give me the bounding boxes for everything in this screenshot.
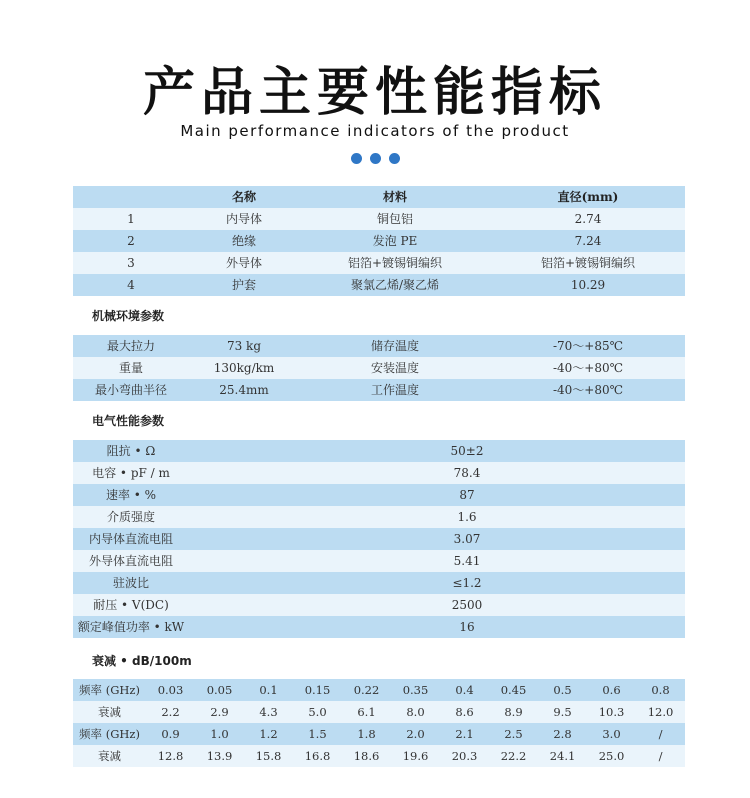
table-row xyxy=(73,208,685,230)
table-row xyxy=(73,745,685,767)
table-cell: 衰减 xyxy=(98,705,121,719)
table-cell: 20.3 xyxy=(451,749,478,763)
table-cell: 聚氯乙烯/聚乙烯 xyxy=(350,278,440,292)
table-cell: / xyxy=(658,749,663,763)
table-cell: 内导体 xyxy=(225,212,262,226)
table-cell: 绝缘 xyxy=(231,234,256,248)
table-row xyxy=(73,274,685,296)
table-cell: 额定峰值功率 • kW xyxy=(77,620,185,634)
table-cell: 工作温度 xyxy=(370,383,419,397)
table-cell: 2500 xyxy=(451,598,483,612)
table-cell: 0.22 xyxy=(353,683,380,697)
table-cell: 驻波比 xyxy=(112,576,149,590)
table-cell: 4 xyxy=(127,278,135,292)
table-cell: 发泡 PE xyxy=(372,234,418,248)
table-cell: 1.8 xyxy=(357,727,376,741)
table-cell: 最大拉力 xyxy=(106,339,155,353)
table-cell: 0.45 xyxy=(500,683,527,697)
table-cell: 铝箔+镀锡铜编织 xyxy=(540,256,636,270)
table-cell: 2.0 xyxy=(406,727,425,741)
table-cell: 10.3 xyxy=(598,705,625,719)
table-cell: 3.07 xyxy=(453,532,481,546)
table-cell: 1.2 xyxy=(259,727,278,741)
table-cell: 2.1 xyxy=(455,727,474,741)
table-cell: 2.74 xyxy=(574,212,602,226)
table-cell: 最小弯曲半径 xyxy=(94,383,167,397)
table-row xyxy=(73,484,685,506)
table-cell: 9.5 xyxy=(553,705,572,719)
table-cell: 铜包铝 xyxy=(376,212,413,226)
table-cell: 13.9 xyxy=(206,749,233,763)
table-cell: 阻抗 • Ω xyxy=(106,444,156,458)
table-row xyxy=(73,440,685,462)
table-cell: 10.29 xyxy=(570,278,606,292)
table-cell: 5.0 xyxy=(308,705,327,719)
table-cell: 78.4 xyxy=(453,466,481,480)
header-cell xyxy=(73,186,189,208)
table-cell: 18.6 xyxy=(353,749,380,763)
table-cell: 12.0 xyxy=(647,705,674,719)
dot-icon xyxy=(370,153,381,164)
table-cell: 73 kg xyxy=(226,339,262,353)
table-cell: 16.8 xyxy=(304,749,331,763)
table-cell: 外导体直流电阻 xyxy=(88,554,173,568)
page-title: 产品主要性能指标 xyxy=(142,63,607,123)
dot-icon xyxy=(351,153,362,164)
table-cell: 5.41 xyxy=(453,554,481,568)
table-cell: 3 xyxy=(127,256,135,270)
table-cell: 0.4 xyxy=(455,683,474,697)
table-cell: 87 xyxy=(459,488,475,502)
section-title-attenuation: 衰减 • dB/100m xyxy=(92,654,192,668)
table-row xyxy=(73,594,685,616)
table-cell: 25.0 xyxy=(598,749,625,763)
table-cell: 安装温度 xyxy=(370,361,419,375)
table-row xyxy=(73,572,685,594)
table-cell: 0.6 xyxy=(602,683,621,697)
table-row xyxy=(73,252,685,274)
table-cell: 1.5 xyxy=(308,727,327,741)
table-cell: 8.0 xyxy=(406,705,425,719)
table-cell: 22.2 xyxy=(500,749,527,763)
table-cell: 25.4mm xyxy=(219,383,269,397)
table-cell: 7.24 xyxy=(574,234,602,248)
table-row xyxy=(73,528,685,550)
table-cell: 频率 (GHz) xyxy=(79,683,140,697)
section-title-mechanical: 机械环境参数 xyxy=(92,309,165,323)
table-cell: 2 xyxy=(127,234,135,248)
decorative-dots xyxy=(0,153,750,164)
structure-header-row xyxy=(73,186,685,208)
table-cell: 0.9 xyxy=(161,727,180,741)
table-cell: 铝箔+镀锡铜编织 xyxy=(347,256,443,270)
table-cell: 0.5 xyxy=(553,683,572,697)
table-cell: 0.35 xyxy=(402,683,429,697)
table-cell: 2.2 xyxy=(161,705,180,719)
table-cell: 130kg/km xyxy=(213,361,275,375)
table-row xyxy=(73,616,685,638)
table-row xyxy=(73,701,685,723)
table-cell: / xyxy=(658,727,663,741)
table-cell: 介质强度 xyxy=(106,510,155,524)
table-cell: 2.5 xyxy=(504,727,523,741)
table-cell: 8.6 xyxy=(455,705,474,719)
table-cell: 护套 xyxy=(231,278,256,292)
table-cell: 24.1 xyxy=(549,749,576,763)
table-cell: 速率 • % xyxy=(105,488,157,502)
table-cell: 0.15 xyxy=(304,683,331,697)
table-cell: 外导体 xyxy=(225,256,262,270)
table-cell: 16 xyxy=(459,620,475,634)
table-cell: 内导体直流电阻 xyxy=(88,532,173,546)
table-row xyxy=(73,679,685,701)
table-row xyxy=(73,379,685,401)
table-cell: -40～+80℃ xyxy=(552,383,624,397)
table-cell: 0.05 xyxy=(206,683,233,697)
table-cell: 2.8 xyxy=(553,727,572,741)
table-cell: 衰减 xyxy=(98,749,121,763)
table-row xyxy=(73,335,685,357)
table-row xyxy=(73,230,685,252)
table-cell: 6.1 xyxy=(357,705,376,719)
table-row xyxy=(73,357,685,379)
table-cell: -70～+85℃ xyxy=(552,339,624,353)
table-row xyxy=(73,550,685,572)
table-row xyxy=(73,506,685,528)
table-cell: 8.9 xyxy=(504,705,523,719)
table-cell: 储存温度 xyxy=(370,339,419,353)
table-cell: 3.0 xyxy=(602,727,621,741)
page-subtitle: Main performance indicators of the product xyxy=(180,122,570,140)
table-cell: 19.6 xyxy=(402,749,429,763)
dot-icon xyxy=(389,153,400,164)
table-cell: -40～+80℃ xyxy=(552,361,624,375)
header-cell: 名称 xyxy=(231,190,256,204)
table-cell: 1 xyxy=(127,212,135,226)
table-cell: 2.9 xyxy=(210,705,229,719)
table-cell: 12.8 xyxy=(157,749,184,763)
table-row xyxy=(73,462,685,484)
table-cell: 电容 • pF / m xyxy=(92,466,170,480)
table-cell: 0.03 xyxy=(157,683,184,697)
table-cell: 1.6 xyxy=(457,510,477,524)
table-cell: ≤1.2 xyxy=(452,576,482,590)
table-cell: 4.3 xyxy=(259,705,278,719)
table-cell: 1.0 xyxy=(210,727,229,741)
table-cell: 15.8 xyxy=(255,749,282,763)
table-cell: 0.1 xyxy=(259,683,278,697)
table-cell: 0.8 xyxy=(651,683,670,697)
table-cell: 50±2 xyxy=(450,444,484,458)
table-cell: 重量 xyxy=(118,361,143,375)
table-row xyxy=(73,723,685,745)
header-cell: 直径(mm) xyxy=(557,190,619,204)
table-cell: 耐压 • V(DC) xyxy=(93,598,169,612)
table-cell: 频率 (GHz) xyxy=(79,727,140,741)
header-cell: 材料 xyxy=(382,190,407,204)
section-title-electrical: 电气性能参数 xyxy=(92,414,165,428)
